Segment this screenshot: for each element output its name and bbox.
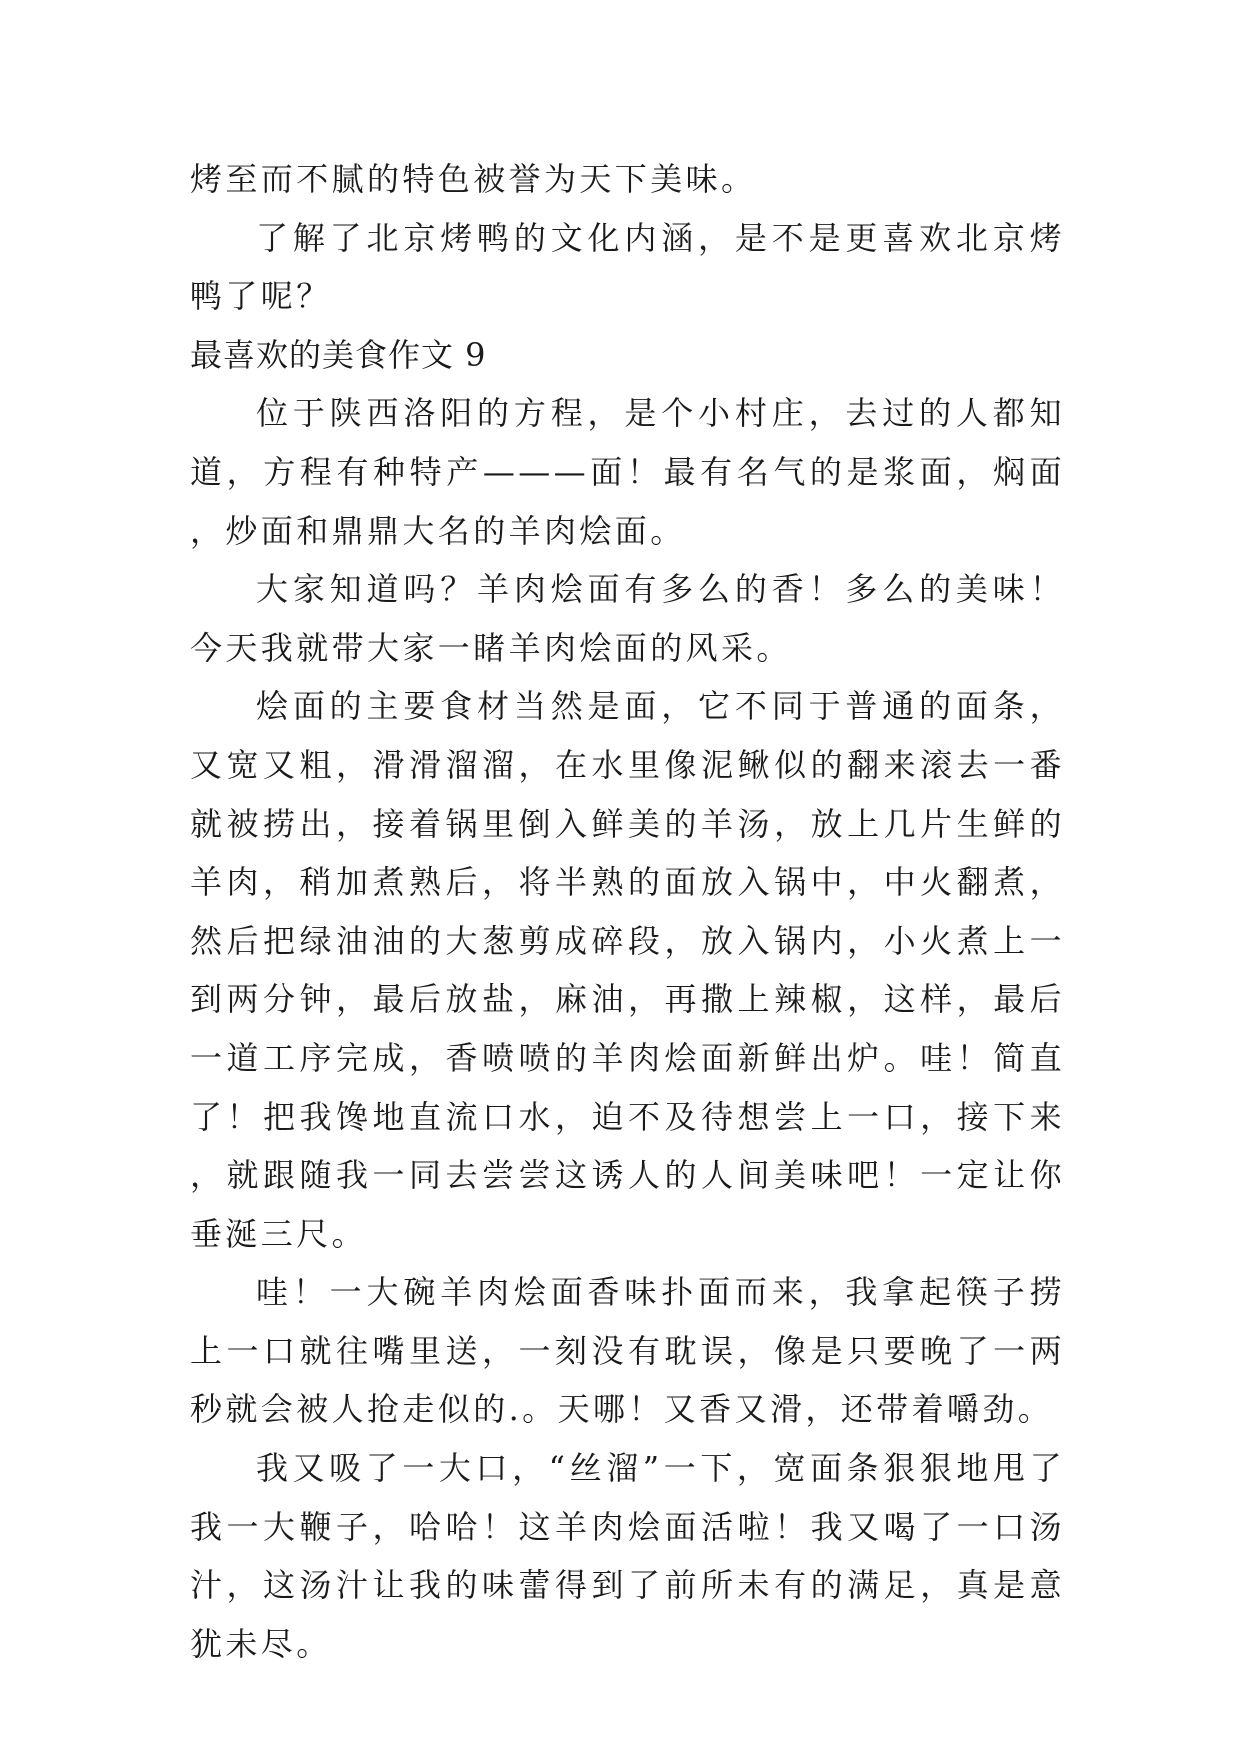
paragraph-6: 哇！一大碗羊肉烩面香味扑面而来，我拿起筷子捞上一口就往嘴里送，一刻没有耽误，像是只要晚了一两秒就会被人抢走似的.。天哪！又香又滑，还带着嚼劲。 [190, 1273, 1065, 1429]
paragraph-2: 了解了北京烤鸭的文化内涵，是不是更喜欢北京烤鸭了呢？ [190, 218, 1065, 316]
paragraph-4: 大家知道吗？羊肉烩面有多么的香！多么的美味！今天我就带大家一睹羊肉烩面的风采。 [190, 570, 1065, 667]
paragraph-3: 位于陕西洛阳的方程，是个小村庄，去过的人都知道，方程有种特产———面！最有名气的是浆面，焖面，炒面和鼎鼎大名的羊肉烩面。 [190, 394, 1065, 550]
paragraph-1: 烤至而不腻的特色被誉为天下美味。 [190, 160, 757, 198]
paragraph-7: 我又吸了一大口，“丝溜”一下，宽面条狠狠地甩了我一大鞭子，哈哈！这羊肉烩面活啦！我又喝了一口汤汁，这汤汁让我的味蕾得到了前所未有的满足，真是意犹未尽。 [190, 1449, 1065, 1663]
document-body [190, 150, 1065, 1673]
paragraph-5: 烩面的主要食材当然是面，它不同于普通的面条，又宽又粗，滑滑溜溜，在水里像泥鳅似的翻来滚去一番就被捞出，接着锅里倒入鲜美的羊汤，放上几片生鲜的羊肉，稍加煮熟后，将半熟的面放入锅中，中火翻煮，然后把绿油油的大葱剪成碎段，放入锅内，小火煮上一到两分钟，最后放盐，麻油，再撒上辣椒，这样，最后一道工序完成，香喷喷的羊肉烩面新鲜出炉。哇！简直了！把我馋地直流口水，迫不及待想尝上一口，接下来，就跟随我一同去尝尝这诱人的人间美味吧！一定让你垂涎三尺。 [190, 687, 1065, 1253]
section-heading: 最喜欢的美食作文 9 [190, 335, 487, 374]
